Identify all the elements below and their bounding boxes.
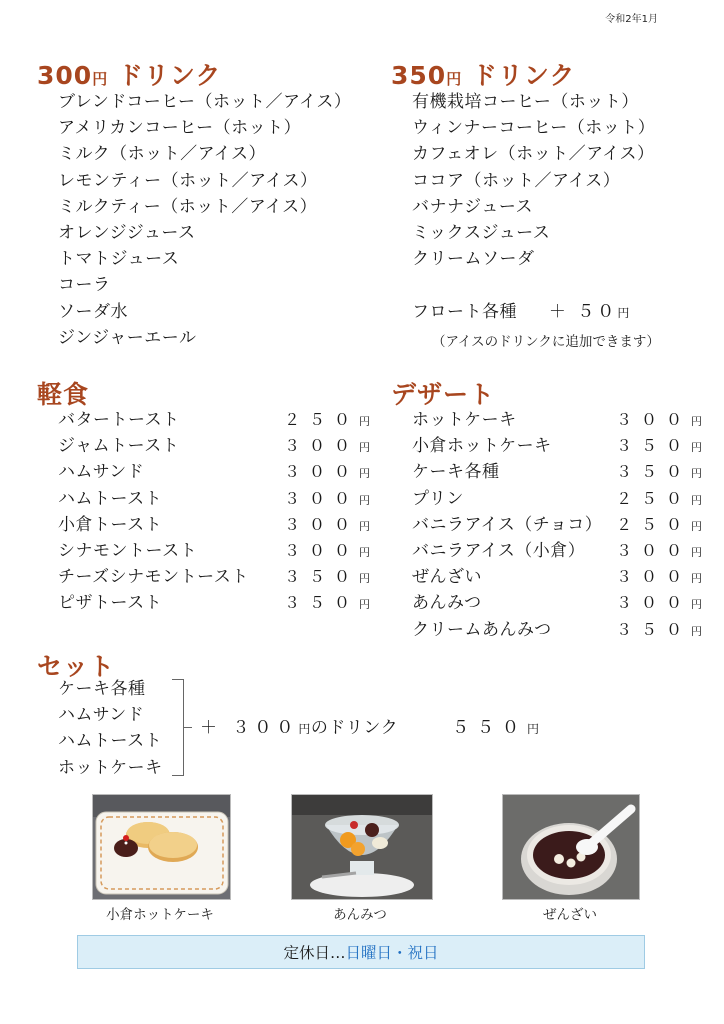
menu-item: オレンジジュース — [58, 223, 196, 244]
menu-item — [412, 538, 702, 564]
menu-item — [412, 407, 702, 433]
item-price: ３００円 — [284, 541, 371, 561]
item-name: クリームあんみつ — [412, 619, 552, 640]
photo-caption: あんみつ — [333, 907, 387, 923]
set-plus-drink — [200, 715, 398, 742]
item-name: 小倉ホットケーキ — [412, 436, 552, 457]
menu-item — [412, 512, 702, 538]
set-list — [58, 676, 163, 781]
item-name: ぜんざい — [412, 567, 482, 588]
menu-item: アメリカンコーヒー（ホット） — [58, 118, 302, 139]
item-name: バニラアイス（チョコ） — [412, 514, 603, 535]
item-name: バタートースト — [58, 410, 180, 430]
item-price: ３００円 — [616, 410, 703, 429]
drink350-heading-text: ドリンク — [471, 61, 576, 90]
drink300-heading-yen: 円 — [92, 70, 109, 88]
set-item: ホットケーキ — [58, 757, 163, 778]
light-meal-list — [58, 407, 371, 617]
set-heading: セット — [37, 652, 116, 681]
float-label: フロート各種 — [412, 302, 517, 322]
menu-item: ミルク（ホット／アイス） — [58, 144, 266, 165]
pancake-photo — [92, 794, 231, 900]
item-price: ３００円 — [616, 541, 703, 561]
menu-item — [412, 590, 702, 616]
menu-item — [412, 617, 702, 643]
photo-caption: 小倉ホットケーキ — [106, 907, 214, 923]
set-price-value: ５５０ — [452, 718, 527, 738]
item-price: ３５０円 — [616, 462, 703, 482]
item-price: ３００円 — [284, 436, 371, 456]
menu-item — [412, 564, 702, 590]
set-bracket — [172, 679, 184, 776]
item-name: ケーキ各種 — [412, 462, 500, 483]
item-price: ３００円 — [284, 462, 371, 482]
item-name: ハムサンド — [58, 462, 145, 483]
item-name: プリン — [412, 488, 464, 509]
menu-item — [58, 459, 371, 485]
menu-item: トマトジュース — [58, 249, 180, 270]
menu-item — [412, 433, 702, 459]
menu-item: ココア（ホット／アイス） — [412, 170, 621, 191]
item-name: シナモントースト — [58, 541, 198, 562]
item-price: ２５０円 — [616, 514, 703, 534]
float-row — [412, 299, 630, 326]
item-price: ３５０円 — [616, 619, 703, 639]
menu-item — [412, 486, 702, 512]
float-price: ＋ ５０ — [548, 302, 618, 322]
item-name: ハムトースト — [58, 488, 163, 509]
drink350-heading-num: 350 — [391, 61, 447, 90]
menu-item: クリームソーダ — [412, 249, 535, 270]
float-yen: 円 — [617, 306, 630, 320]
date-label: 令和2年1月 — [605, 14, 658, 25]
menu-item — [58, 564, 371, 590]
float-note: （アイスのドリンクに追加できます） — [432, 334, 660, 350]
drink300-heading — [37, 56, 221, 92]
menu-item — [58, 538, 371, 564]
photo-caption: ぜんざい — [543, 907, 597, 923]
set-plus-suffix: のドリンク — [310, 718, 399, 738]
item-price: ３００円 — [284, 514, 371, 534]
menu-item — [58, 433, 371, 459]
set-plus-text: ＋ ３００ — [200, 718, 299, 738]
item-name: ジャムトースト — [58, 436, 180, 457]
menu-item: ソーダ水 — [58, 301, 128, 322]
item-price: ３５０円 — [284, 567, 371, 587]
dessert-heading: デザート — [391, 380, 496, 409]
drink350-heading-yen: 円 — [446, 70, 463, 88]
item-name: ホットケーキ — [412, 410, 517, 430]
menu-item: ミルクティー（ホット／アイス） — [58, 196, 318, 217]
closed-days-banner — [77, 935, 645, 969]
item-name: チーズシナモントースト — [58, 567, 249, 588]
menu-item: ミックスジュース — [412, 223, 551, 244]
menu-item: ウィンナーコーヒー（ホット） — [412, 118, 656, 139]
menu-item — [412, 459, 702, 485]
set-item: ケーキ各種 — [58, 679, 146, 699]
anmitsu-photo — [291, 794, 433, 900]
menu-item — [58, 512, 371, 538]
set-plus-yen: 円 — [298, 722, 311, 736]
menu-item — [58, 590, 371, 616]
menu-item: コーラ — [58, 275, 111, 296]
menu-item: レモンティー（ホット／アイス） — [58, 170, 318, 191]
dessert-list — [412, 407, 702, 643]
menu-item: カフェオレ（ホット／アイス） — [412, 144, 655, 165]
item-price: ３００円 — [284, 488, 371, 508]
drink300-heading-text: ドリンク — [117, 61, 222, 90]
item-price: ３５０円 — [284, 593, 371, 613]
item-price: ３００円 — [616, 593, 703, 613]
closed-days: 日曜日・祝日 — [345, 944, 439, 962]
item-price: ３５０円 — [616, 436, 703, 456]
item-name: バニラアイス（小倉） — [412, 541, 586, 562]
drink300-heading-num: 300 — [37, 61, 93, 90]
set-bracket-tick — [184, 727, 192, 728]
item-name: あんみつ — [412, 593, 482, 614]
set-item: ハムトースト — [58, 731, 163, 752]
closed-label: 定休日… — [283, 944, 346, 962]
item-name: ピザトースト — [58, 593, 163, 614]
light-meal-heading: 軽食 — [37, 380, 90, 409]
drink300-list — [58, 89, 351, 351]
menu-item — [58, 407, 371, 433]
menu-item — [58, 486, 371, 512]
menu-item: ジンジャーエール — [58, 327, 197, 348]
menu-item: バナナジュース — [412, 196, 533, 217]
zenzai-photo — [502, 794, 640, 900]
item-name: 小倉トースト — [58, 514, 163, 535]
menu-item: ブレンドコーヒー（ホット／アイス） — [58, 92, 352, 112]
set-price-yen: 円 — [527, 722, 540, 736]
drink350-heading — [391, 56, 575, 92]
item-price: ２５０円 — [616, 488, 703, 508]
item-price: ２５０円 — [284, 410, 371, 429]
set-item: ハムサンド — [58, 705, 145, 726]
menu-item: 有機栽培コーヒー（ホット） — [412, 92, 639, 112]
set-price — [452, 715, 539, 742]
drink350-list — [412, 89, 655, 272]
item-price: ３００円 — [616, 567, 703, 587]
